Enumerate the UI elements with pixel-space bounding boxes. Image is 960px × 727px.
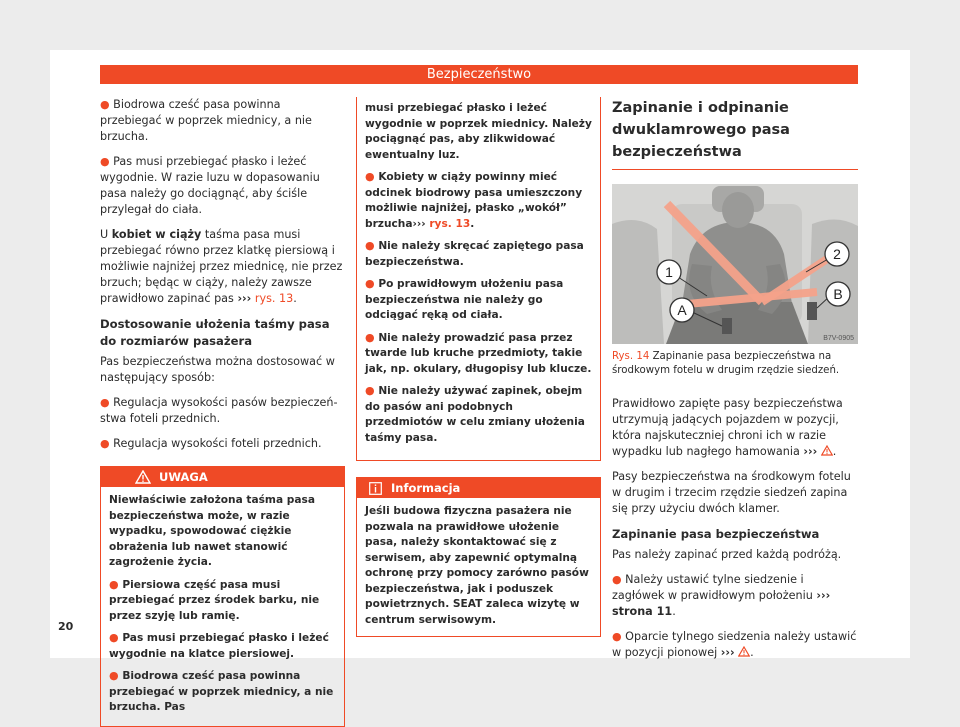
info-body: Jeśli budowa fizyczna pasażera nie pozwala na prawidłowe ułożenie pasa, należy skontaktować się z serwisem, aby zapewnić optymalną ochronę przy pomocy zarówno pasów bezpieczeństwa, jak i poduszek powietrznych. SEAT zaleca wizytę w centrum serwisowym. bbox=[365, 505, 589, 626]
paragraph: ● Biodrowa cześć pasa powinna przebiegać w poprzek miednicy, a nie brzucha. bbox=[100, 98, 312, 143]
info-header bbox=[357, 478, 600, 498]
figure-caption: Rys. 14 Zapinanie pasa bezpieczeństwa na środkowym fotelu w drugim rzędzie siedzeń. bbox=[612, 351, 840, 376]
warning-box bbox=[100, 466, 345, 727]
column-2 bbox=[356, 97, 601, 637]
subheading: Zapinanie pasa bezpieczeństwa bbox=[612, 527, 820, 541]
figure-link[interactable]: rys. 13 bbox=[254, 292, 294, 305]
info-icon bbox=[369, 482, 382, 495]
figure-link[interactable]: rys. 13 bbox=[429, 217, 471, 230]
figure-caption-label: Rys. 14 bbox=[612, 351, 650, 362]
section-header-title: Bezpieczeństwo bbox=[426, 67, 532, 82]
list-item: ● Regulacja wysokości foteli przednich. bbox=[100, 437, 322, 450]
paragraph: Pas bezpieczeństwa można dostosować w następujący sposób: bbox=[100, 355, 335, 384]
warning-triangle-icon[interactable] bbox=[738, 646, 750, 657]
paragraph: Pas należy zapinać przed każdą podróżą. bbox=[612, 548, 842, 561]
list-item: ● Oparcie tylnego siedzenia należy ustawić w pozycji pionowej ››› . bbox=[612, 630, 857, 659]
paragraph-pregnant: U kobiet w ciąży taśma pasa musi przebiegać równo przez klatkę piersiową i możliwie najniżej przez miednicę, nie przez brzuch; będąc w ciąży, należy zawsze prawidłowo zapinać pas ››› rys. 13. bbox=[100, 228, 343, 305]
subheading: Dostosowanie ułożenia taśmy pasa do rozmiarów pasażera bbox=[100, 317, 330, 348]
list-item: ● Należy ustawić tylne siedzenie i zagłówek w prawidłowym położeniu ››› strona 11. bbox=[612, 573, 831, 618]
section-header bbox=[100, 65, 858, 84]
warning-triangle-icon bbox=[135, 470, 151, 484]
paragraph: Pasy bezpieczeństwa na środkowym fotelu w drugim i trzecim rzędzie siedzeń zapina się przy użyciu dwóch klamer. bbox=[612, 470, 851, 515]
paragraph: ● Pas musi przebiegać płasko i leżeć wygodnie. W razie luzu w dopasowaniu pasa należy go dociągnąć, aby ściśle przylegał do ciała. bbox=[100, 155, 320, 216]
callout-a: A bbox=[677, 302, 687, 318]
list-item: ● Regulacja wysokości pasów bezpieczeństwa foteli przednich. bbox=[100, 396, 338, 425]
page-reference-link[interactable]: strona 11 bbox=[612, 605, 673, 618]
info-box bbox=[356, 477, 601, 637]
figure-code: B7V-0905 bbox=[823, 335, 854, 342]
info-title: Informacja bbox=[391, 481, 461, 495]
seatbelt-illustration bbox=[612, 184, 858, 344]
callout-1: 1 bbox=[665, 264, 673, 280]
warning-continuation: musi przebiegać płasko i leżeć wygodnie w poprzek miednicy. Należy pociągnąć pas, aby zlikwidować ewentualny luz. ● Kobiety w ciąży powinny mieć odcinek biodrowy pasa umieszczony możliwie najniżej, płasko „wokół” brzucha››› rys. 13. ● Nie należy skręcać zapiętego pasa bezpieczeństwa. ● Po prawidłowym ułożeniu pasa bezpieczeństwa nie należy go odciągać ręką od ciała. ● Nie należy prowadzić pasa przez twarde lub kruche przedmioty, takie jak, np. okulary, długopisy lub klucze. ● Nie należy używać zapinek, obejm do pasów ani podobnych przedmiotów w celu zmiany ułożenia taśmy pasa. bbox=[356, 97, 601, 461]
column-3 bbox=[612, 97, 858, 670]
paragraph: Prawidłowo zapięte pasy bezpieczeństwa utrzymują jadących pojazdem w pozycji, która najskuteczniej chroni ich w razie wypadku lub nagłego hamowania ››› . bbox=[612, 397, 843, 458]
warning-header bbox=[101, 467, 344, 487]
section-title: Zapinanie i odpinanie dwuklamrowego pasa bezpieczeństwa bbox=[612, 97, 858, 170]
warning-title: UWAGA bbox=[159, 470, 208, 484]
column-1 bbox=[100, 97, 345, 727]
callout-b: B bbox=[833, 286, 843, 302]
callout-2: 2 bbox=[833, 246, 841, 262]
warning-body: Niewłaściwie założona taśma pasa bezpieczeństwa może, w razie wypadku, spowodować ciężkie obrażenia lub nawet stanowić zagrożenie życia. ● Piersiowa część pasa musi przebiegać przez środek barku, nie przez szyję lub ramię. ● Pas musi przebiegać płasko i leżeć wygodnie na klatce piersiowej. ● Biodrowa cześć pasa powinna przebiegać w poprzek miednicy, a nie brzucha. Pas bbox=[109, 494, 334, 713]
warning-triangle-icon[interactable] bbox=[821, 445, 833, 456]
page-number: 20 bbox=[58, 620, 74, 633]
figure-seatbelt bbox=[612, 184, 858, 344]
